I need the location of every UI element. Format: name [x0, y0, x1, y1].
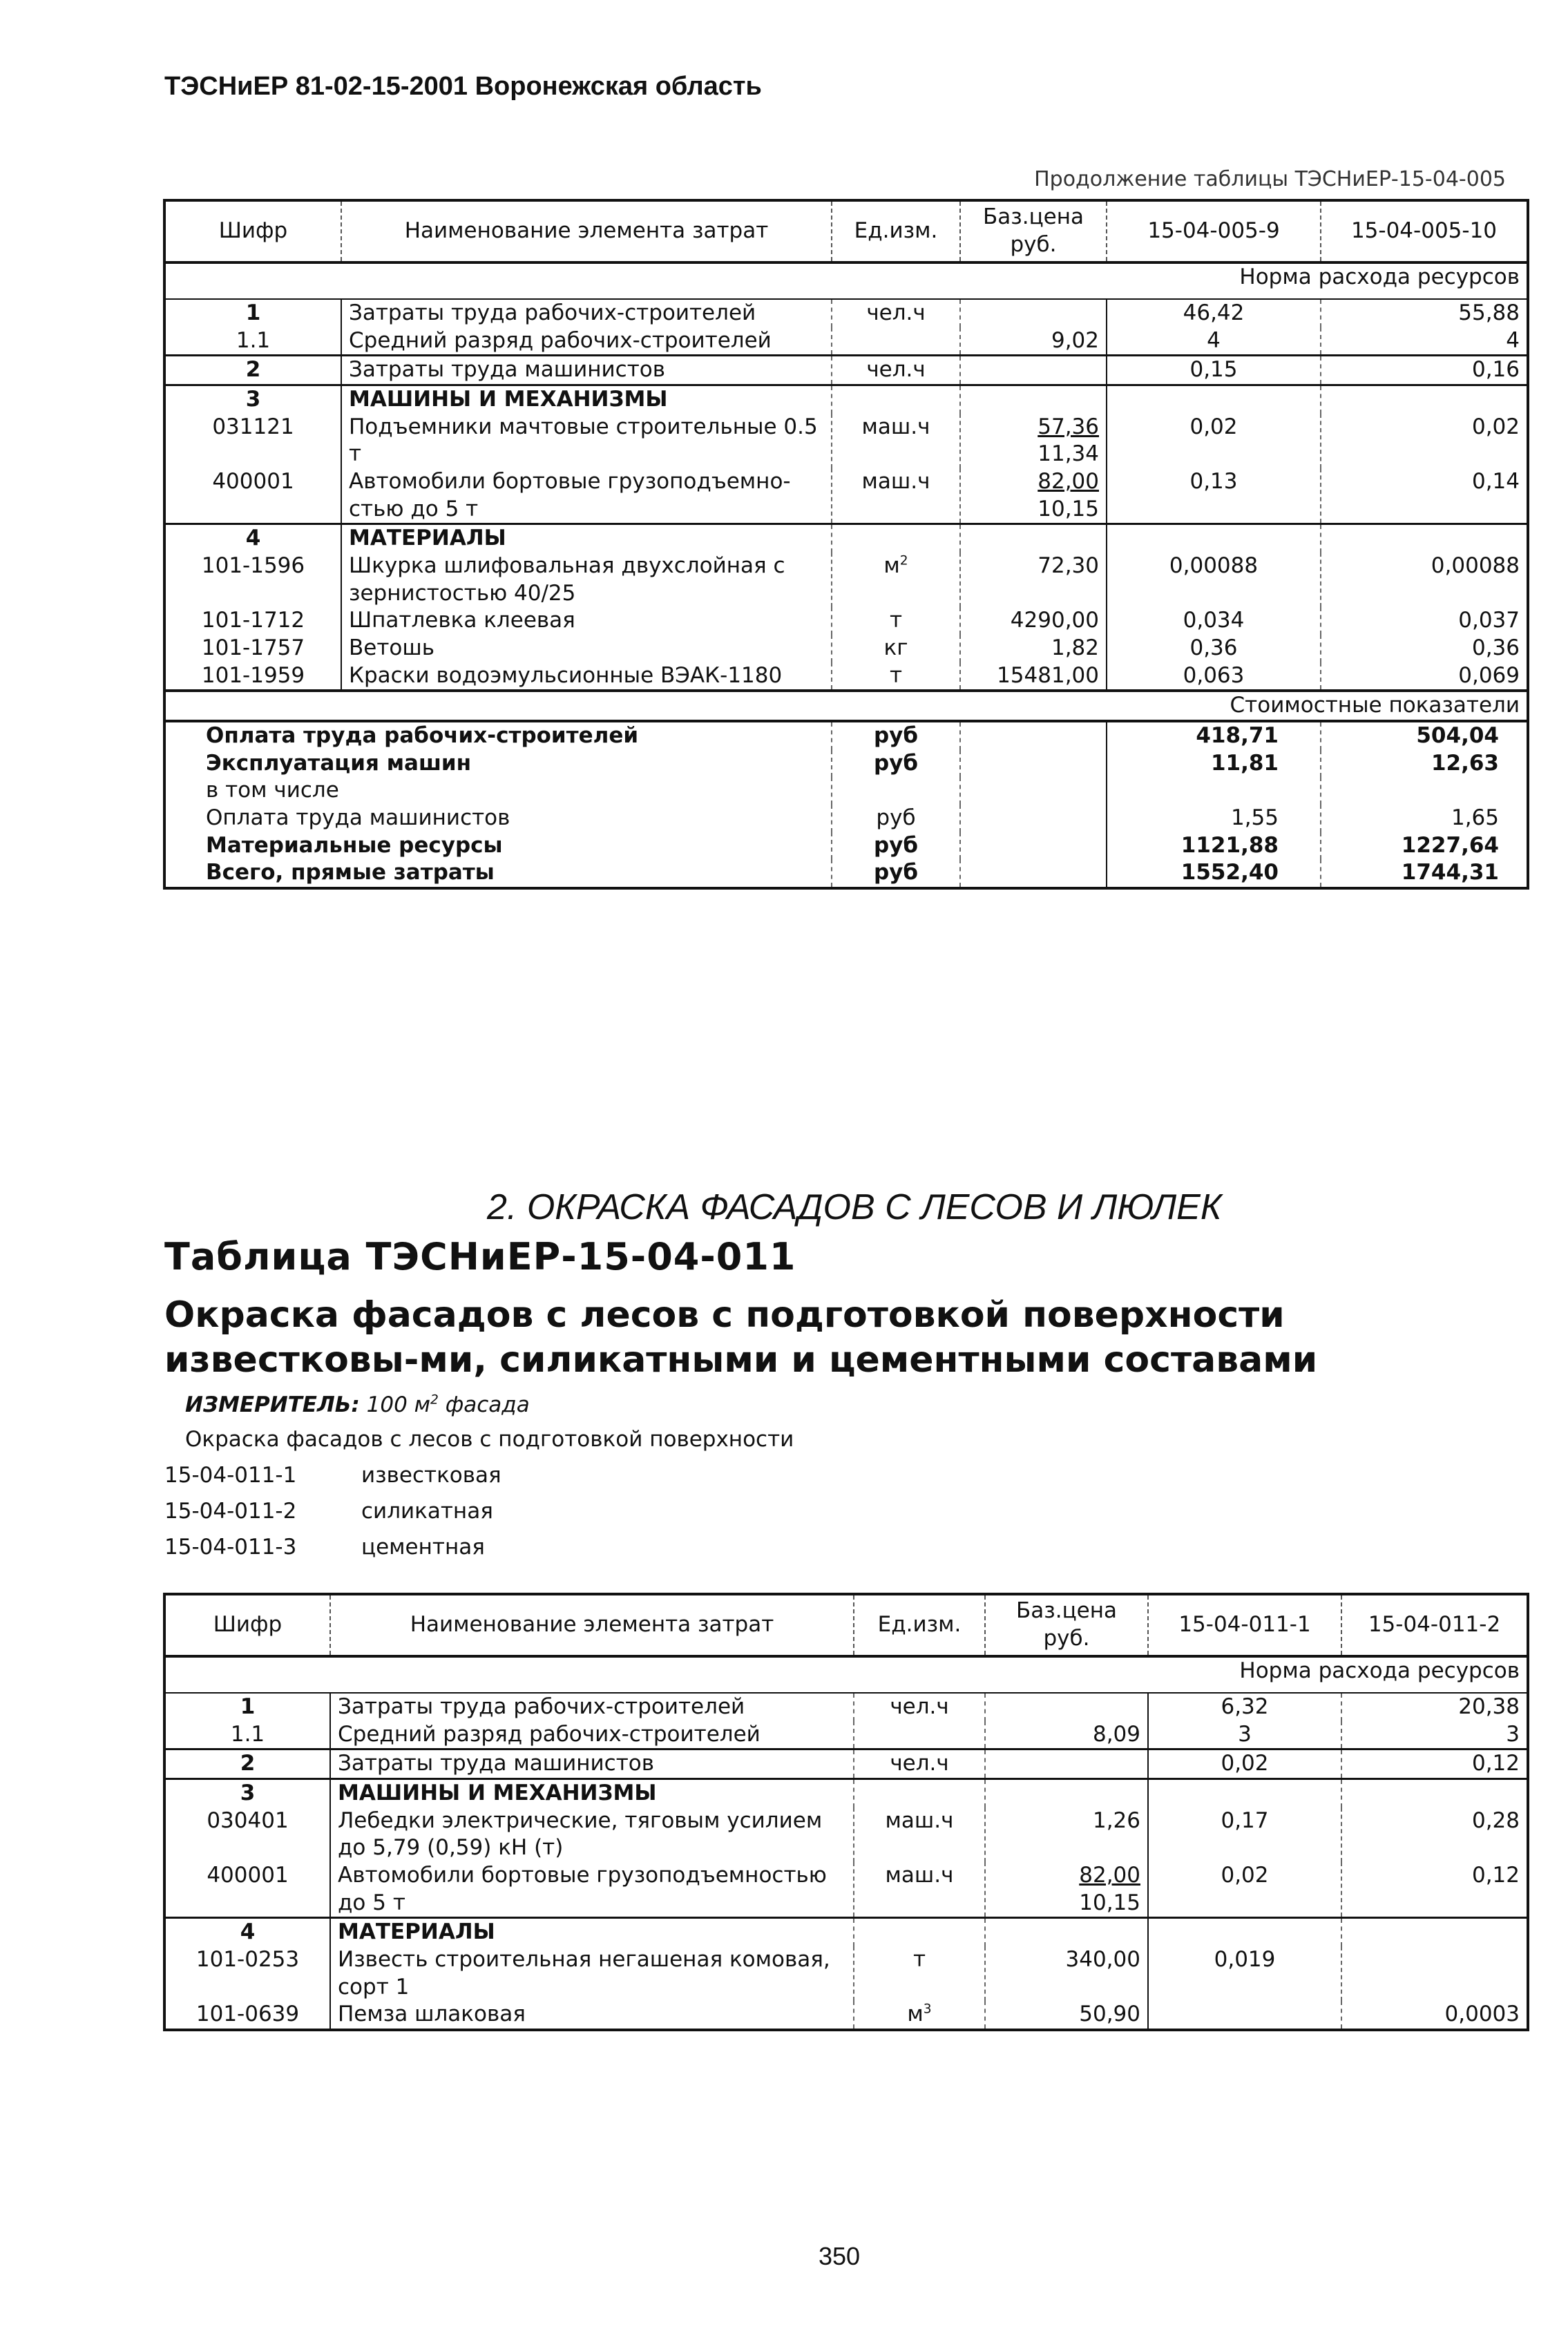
cost-name: в том числе — [164, 777, 832, 805]
page-number: 350 — [819, 2242, 861, 2270]
variant-label: известковая — [361, 1463, 501, 1488]
cost-price-empty — [960, 832, 1107, 860]
table-row — [164, 1721, 1528, 1749]
cost-col1: 1,55 — [1107, 805, 1321, 832]
row-name: МАШИНЫ И МЕХАНИЗМЫ — [330, 1779, 854, 1808]
row-col1: 3 — [1148, 1721, 1341, 1749]
row-col1: 4 — [1107, 327, 1321, 356]
row-unit — [832, 327, 960, 356]
row-code: 1.1 — [164, 1721, 330, 1749]
row-price — [960, 385, 1107, 414]
row-price — [960, 662, 1107, 691]
row-code: 1.1 — [164, 327, 341, 356]
header-col1: 15-04-011-1 — [1148, 1594, 1341, 1656]
measurement-label: ИЗМЕРИТЕЛЬ: — [185, 1392, 360, 1417]
table-row — [164, 607, 1528, 635]
table-header-row — [164, 200, 1528, 262]
row-unit: маш.ч — [832, 414, 960, 468]
row-price-value: 15481,00 — [997, 662, 1099, 688]
row-name: Ветошь — [341, 635, 832, 662]
row-name: Пемза шлаковая — [330, 2001, 854, 2030]
row-col1: 0,15 — [1107, 356, 1321, 385]
row-code: 101-1596 — [164, 553, 341, 607]
header-price: Баз.цена руб. — [985, 1594, 1148, 1656]
header-col1: 15-04-005-9 — [1107, 200, 1321, 262]
row-col2: 0,00088 — [1431, 553, 1520, 579]
row-unit — [832, 385, 960, 414]
row-name: Автомобили бортовые грузоподъемностью до 5 т — [330, 1862, 854, 1918]
cost-name: Оплата труда машинистов — [164, 805, 832, 832]
row-col1: 0,00088 — [1107, 553, 1321, 607]
variant-label: силикатная — [361, 1499, 493, 1524]
table-row — [164, 356, 1528, 385]
table-continuation-caption: Продолжение таблицы ТЭСНиЕР-15-04-005 — [1034, 167, 1506, 191]
header-name: Наименование элемента затрат — [341, 200, 832, 262]
row-col2: 0,069 — [1458, 662, 1520, 688]
row-col1: 46,42 — [1107, 299, 1321, 327]
row-price-secondary: 11,34 — [1038, 441, 1099, 467]
row-unit — [854, 1779, 985, 1808]
row-price-value: 50,90 — [1079, 2002, 1140, 2027]
norma-row — [164, 262, 1528, 299]
cost-col2: 1,65 — [1451, 805, 1499, 831]
cost-col1: 1121,88 — [1107, 832, 1321, 860]
row-col1 — [1148, 1779, 1341, 1808]
row-code: 1 — [164, 1693, 330, 1721]
row-col2: 0,12 — [1471, 1863, 1520, 1888]
row-unit: чел.ч — [854, 1693, 985, 1721]
row-col2: 0,14 — [1471, 469, 1520, 495]
cost-col1: 11,81 — [1107, 750, 1321, 778]
cost-unit: руб — [832, 805, 960, 832]
header-code: Шифр — [164, 200, 341, 262]
resource-table-15-04-011 — [163, 1593, 1529, 2031]
row-code: 3 — [164, 385, 341, 414]
variant-row — [164, 1463, 501, 1488]
row-price — [985, 2001, 1148, 2030]
table-row — [164, 662, 1528, 691]
row-col2: 20,38 — [1458, 1694, 1520, 1719]
row-unit: маш.ч — [854, 1862, 985, 1918]
row-price-value: 72,30 — [1038, 553, 1099, 579]
cost-row — [164, 750, 1528, 778]
row-code: 030401 — [164, 1808, 330, 1862]
row-col1: 0,02 — [1107, 414, 1321, 468]
cost-unit: руб — [832, 721, 960, 750]
cost-name: Эксплуатация машин — [164, 750, 832, 778]
row-unit — [832, 524, 960, 553]
cost-unit: руб — [832, 859, 960, 888]
row-name: Известь строительная негашеная комовая, сорт 1 — [330, 1946, 854, 2001]
row-col1: 0,063 — [1107, 662, 1321, 691]
row-name: МАШИНЫ И МЕХАНИЗМЫ — [341, 385, 832, 414]
variant-label: цементная — [361, 1535, 485, 1560]
row-code: 3 — [164, 1779, 330, 1808]
table-row — [164, 1946, 1528, 2001]
header-col2: 15-04-011-2 — [1341, 1594, 1528, 1656]
table-header-row — [164, 1594, 1528, 1656]
section-title: 2. ОКРАСКА ФАСАДОВ С ЛЕСОВ И ЛЮЛЕК — [487, 1187, 1222, 1227]
row-col2: 0,16 — [1321, 356, 1528, 385]
row-col2: 0,02 — [1471, 414, 1520, 439]
row-col1: 0,36 — [1107, 635, 1321, 662]
table-row — [164, 1862, 1528, 1918]
cost-label: Стоимостные показатели — [164, 691, 1528, 721]
table-row — [164, 1918, 1528, 1946]
row-col2: 0,12 — [1341, 1749, 1528, 1779]
row-col1: 0,019 — [1148, 1946, 1341, 2001]
row-col1: 0,034 — [1107, 607, 1321, 635]
table-row — [164, 524, 1528, 553]
row-col2 — [1341, 1918, 1528, 1946]
table-row — [164, 468, 1528, 524]
row-price-secondary: 10,15 — [1079, 1890, 1140, 1915]
header-unit: Ед.изм. — [854, 1594, 985, 1656]
row-price — [960, 524, 1107, 553]
row-price — [985, 1721, 1148, 1749]
row-price-value: 4290,00 — [1010, 608, 1099, 633]
row-name: Лебедки электрические, тяговым усилием до 5,79 (0,59) кН (т) — [330, 1808, 854, 1862]
row-col1 — [1148, 1918, 1341, 1946]
row-price — [985, 1808, 1148, 1862]
row-price — [960, 299, 1107, 327]
row-price — [985, 1779, 1148, 1808]
row-price — [960, 468, 1107, 524]
row-col2: 0,36 — [1471, 635, 1520, 661]
table-row — [164, 299, 1528, 327]
row-unit — [854, 1918, 985, 1946]
variant-code: 15-04-011-1 — [164, 1463, 297, 1488]
row-col2: 0,037 — [1458, 608, 1520, 633]
table-row — [164, 553, 1528, 607]
cost-row — [164, 805, 1528, 832]
row-code: 4 — [164, 524, 341, 553]
cost-col2: 12,63 — [1431, 750, 1499, 776]
row-price — [960, 327, 1107, 356]
norma-row — [164, 1656, 1528, 1693]
row-price — [960, 553, 1107, 607]
row-code: 031121 — [164, 414, 341, 468]
row-name: Шпатлевка клеевая — [341, 607, 832, 635]
table-row — [164, 1779, 1528, 1808]
header-name: Наименование элемента затрат — [330, 1594, 854, 1656]
cost-row — [164, 777, 1528, 805]
row-unit: чел.ч — [832, 299, 960, 327]
table-row — [164, 1693, 1528, 1721]
row-col1 — [1148, 2001, 1341, 2030]
row-price-value: 82,00 — [1038, 469, 1099, 495]
row-col1: 0,17 — [1148, 1808, 1341, 1862]
row-price-value: 8,09 — [1092, 1721, 1140, 1747]
row-price-value: 1,26 — [1092, 1808, 1140, 1833]
row-col1 — [1107, 524, 1321, 553]
row-code: 1 — [164, 299, 341, 327]
table-row — [164, 414, 1528, 468]
variant-row — [164, 1535, 485, 1560]
cost-price-empty — [960, 805, 1107, 832]
cost-col2: 1227,64 — [1401, 832, 1499, 858]
row-price-secondary: 10,15 — [1038, 496, 1099, 521]
variant-row — [164, 1499, 493, 1524]
table-subtitle: Окраска фасадов с лесов с подготовкой поверхности известковы-ми, силикатными и цементными составами — [164, 1294, 1318, 1381]
row-col2 — [1341, 1946, 1528, 2001]
row-code: 400001 — [164, 468, 341, 524]
row-name: Подъемники мачтовые строительные 0.5 т — [341, 414, 832, 468]
cost-price-empty — [960, 777, 1107, 805]
row-price — [960, 635, 1107, 662]
table-title: Таблица ТЭСНиЕР-15-04-011 — [164, 1235, 796, 1278]
table-row — [164, 1808, 1528, 1862]
row-price-value: 82,00 — [1079, 1863, 1140, 1888]
variant-code: 15-04-011-2 — [164, 1499, 297, 1524]
row-col1: 0,02 — [1148, 1749, 1341, 1779]
row-unit: $м^2$ — [832, 553, 960, 607]
row-price-value: 9,02 — [1051, 327, 1099, 353]
table-row — [164, 385, 1528, 414]
row-price-value: 340,00 — [1065, 1947, 1140, 1973]
norma-label: Норма расхода ресурсов — [164, 1656, 1528, 1693]
row-name: Краски водоэмульсионные ВЭАК-1180 — [341, 662, 832, 691]
row-name: Затраты труда рабочих-строителей — [330, 1693, 854, 1721]
row-name: Затраты труда машинистов — [330, 1749, 854, 1779]
row-code: 400001 — [164, 1862, 330, 1918]
cost-name: Материальные ресурсы — [164, 832, 832, 860]
cost-price-empty — [960, 750, 1107, 778]
row-price — [985, 1693, 1148, 1721]
row-unit: маш.ч — [832, 468, 960, 524]
header-code: Шифр — [164, 1594, 330, 1656]
row-price — [960, 356, 1107, 385]
row-unit: маш.ч — [854, 1808, 985, 1862]
cost-col2 — [1321, 777, 1528, 805]
row-code: 4 — [164, 1918, 330, 1946]
variant-code: 15-04-011-3 — [164, 1535, 297, 1560]
row-unit: т — [854, 1946, 985, 2001]
row-price-value: 1,82 — [1051, 635, 1099, 661]
row-name: Шкурка шлифовальная двухслойная с зернистостью 40/25 — [341, 553, 832, 607]
row-unit — [854, 1721, 985, 1749]
row-unit: чел.ч — [832, 356, 960, 385]
row-name: Средний разряд рабочих-строителей — [330, 1721, 854, 1749]
row-code: 101-0253 — [164, 1946, 330, 2001]
cost-col1: 418,71 — [1107, 721, 1321, 750]
table-row — [164, 2001, 1528, 2030]
cost-unit: руб — [832, 750, 960, 778]
row-unit: т — [832, 607, 960, 635]
measurement-value: 100 $м^2$ фасада — [366, 1392, 530, 1417]
measurement-unit — [185, 1392, 530, 1417]
row-price — [985, 1749, 1148, 1779]
row-unit: кг — [832, 635, 960, 662]
row-col2: 4 — [1506, 327, 1520, 353]
row-price — [985, 1862, 1148, 1918]
work-description: Окраска фасадов с лесов с подготовкой поверхности — [185, 1427, 794, 1452]
cost-col1: 1552,40 — [1107, 859, 1321, 888]
cost-unit — [832, 777, 960, 805]
row-name: Затраты труда машинистов — [341, 356, 832, 385]
table-row — [164, 327, 1528, 356]
table-row — [164, 635, 1528, 662]
row-name: Автомобили бортовые грузоподъемно-стью до 5 т — [341, 468, 832, 524]
row-price — [960, 607, 1107, 635]
row-code: 2 — [164, 1749, 330, 1779]
cost-col2: 1744,31 — [1401, 860, 1499, 885]
cost-row — [164, 859, 1528, 888]
table-row — [164, 1749, 1528, 1779]
cost-row — [164, 721, 1528, 750]
row-unit: $м^3$ — [854, 2001, 985, 2030]
row-unit: чел.ч — [854, 1749, 985, 1779]
row-code: 101-1712 — [164, 607, 341, 635]
cost-col1 — [1107, 777, 1321, 805]
cost-row — [164, 832, 1528, 860]
resource-table-15-04-005 — [163, 199, 1529, 890]
row-name: Средний разряд рабочих-строителей — [341, 327, 832, 356]
cost-name: Всего, прямые затраты — [164, 859, 832, 888]
row-code: 101-0639 — [164, 2001, 330, 2030]
header-col2: 15-04-005-10 — [1321, 200, 1528, 262]
header-unit: Ед.изм. — [832, 200, 960, 262]
page-header: ТЭСНиЕР 81-02-15-2001 Воронежская область — [164, 72, 762, 101]
cost-price-empty — [960, 859, 1107, 888]
row-price — [985, 1918, 1148, 1946]
row-code: 101-1757 — [164, 635, 341, 662]
row-col1: 0,02 — [1148, 1862, 1341, 1918]
row-col2 — [1321, 385, 1528, 414]
cost-name: Оплата труда рабочих-строителей — [164, 721, 832, 750]
row-col1 — [1107, 385, 1321, 414]
norma-label: Норма расхода ресурсов — [164, 262, 1528, 299]
row-col1: 6,32 — [1148, 1693, 1341, 1721]
cost-price-empty — [960, 721, 1107, 750]
row-price — [985, 1946, 1148, 2001]
row-code: 2 — [164, 356, 341, 385]
row-col2: 0,0003 — [1444, 2002, 1520, 2027]
row-name: МАТЕРИАЛЫ — [330, 1918, 854, 1946]
row-col2: 55,88 — [1458, 300, 1520, 325]
row-col1: 0,13 — [1107, 468, 1321, 524]
row-col2 — [1341, 1779, 1528, 1808]
row-price — [960, 414, 1107, 468]
header-price: Баз.цена руб. — [960, 200, 1107, 262]
row-price-value: 57,36 — [1038, 414, 1099, 439]
row-col2 — [1321, 524, 1528, 553]
cost-header-row — [164, 691, 1528, 721]
row-code: 101-1959 — [164, 662, 341, 691]
row-name: МАТЕРИАЛЫ — [341, 524, 832, 553]
cost-unit: руб — [832, 832, 960, 860]
cost-col2: 504,04 — [1416, 723, 1499, 749]
row-name: Затраты труда рабочих-строителей — [341, 299, 832, 327]
row-col2: 3 — [1506, 1721, 1520, 1747]
row-col2: 0,28 — [1471, 1808, 1520, 1833]
row-unit: т — [832, 662, 960, 691]
